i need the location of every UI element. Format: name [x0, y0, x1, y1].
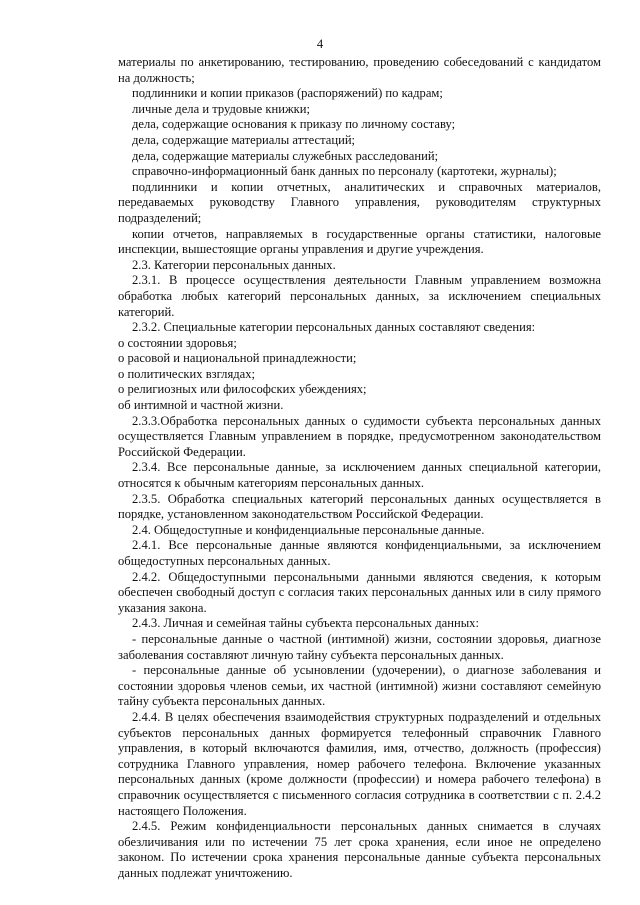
section-heading-2-4: 2.4. Общедоступные и конфиденциальные персональные данные.	[132, 522, 485, 537]
list-item-private-life: об интимной и частной жизни.	[118, 398, 284, 413]
list-item-health: о состоянии здоровья;	[118, 335, 237, 350]
paragraph-reports-to-management: подлинники и копии отчетных, аналитических и справочных материалов, передаваемых руководству Главного управления, руководителям структурных подразделений;	[118, 179, 601, 225]
list-item-religious-beliefs: о религиозных или философских убеждениях;	[118, 382, 367, 397]
paragraph-2-3-5: 2.3.5. Обработка специальных категорий персональных данных осуществляется в порядке, установленном законодательством Российской Федерации.	[118, 491, 601, 522]
list-item-political-views: о политических взглядах;	[118, 366, 256, 381]
paragraph-attestation-files: дела, содержащие материалы аттестаций;	[132, 132, 356, 147]
paragraph-2-3-1: 2.3.1. В процессе осуществления деятельности Главным управлением возможна обработка любых категорий персональных данных, за исключением специальных категорий.	[118, 273, 601, 319]
paragraph-2-4-5: 2.4.5. Режим конфиденциальности персональных данных снимается в случаях обезличивания или по истечении 75 лет срока хранения, если иное не определено законом. По истечении срока хранения персональные данные субъекта персональных данных подлежат уничтожению.	[118, 819, 601, 880]
page-number: 4	[316, 37, 324, 51]
document-body	[118, 55, 601, 881]
paragraph-2-3-2: 2.3.2. Специальные категории персональных данных составляют сведения:	[132, 320, 536, 335]
list-item-race-nationality: о расовой и национальной принадлежности;	[118, 351, 357, 366]
paragraph-orders: подлинники и копии приказов (распоряжений) по кадрам;	[132, 86, 443, 101]
paragraph-staff-order-files: дела, содержащие основания к приказу по личному составу;	[132, 117, 456, 132]
paragraph-reports-to-state-bodies: копии отчетов, направляемых в государственные органы статистики, налоговые инспекции, вышестоящие органы управления и другие учреждения.	[118, 226, 601, 257]
paragraph-2-3-3: 2.3.3.Обработка персональных данных о судимости субъекта персональных данных осуществляется Главным управлением в порядке, предусмотренном законодательством Российской Федерации.	[118, 413, 601, 459]
paragraph-family-secret: - персональные данные об усыновлении (удочерении), о диагнозе заболевания и состоянии здоровья членов семьи, их частной (интимной) жизни составляют семейную тайну субъекта персональных данных.	[118, 663, 601, 709]
paragraph-personal-secret: - персональные данные о частной (интимной) жизни, состоянии здоровья, диагнозе заболевания составляют личную тайну субъекта персональных данных.	[118, 631, 601, 662]
paragraph-2-4-4: 2.4.4. В целях обеспечения взаимодействия структурных подразделений и отдельных субъектов персональных данных формируется телефонный справочник Главного управления, в который включаются фамилия, имя, отчество, должность (профессия) сотрудника Главного управления, номер рабочего телефона. Включение указанных персональных данных (кроме должности (профессии) и номера рабочего телефона) в справочник осуществляется с письменного согласия сотрудника в соответствии с п. 2.4.2 настоящего Положения.	[118, 709, 601, 818]
section-heading-2-3: 2.3. Категории персональных данных.	[132, 257, 336, 272]
paragraph-2-4-3: 2.4.3. Личная и семейная тайны субъекта персональных данных:	[132, 616, 479, 631]
paragraph-personal-files: личные дела и трудовые книжки;	[132, 101, 311, 116]
paragraph-2-4-1: 2.4.1. Все персональные данные являются конфиденциальными, за исключением общедоступных персональных данных.	[118, 538, 601, 568]
paragraph-investigation-files: дела, содержащие материалы служебных расследований;	[132, 148, 439, 163]
paragraph-reference-databank: справочно-информационный банк данных по персоналу (картотеки, журналы);	[132, 164, 557, 179]
paragraph-2-4-2: 2.4.2. Общедоступными персональными данными являются сведения, к которым обеспечен свободный доступ с согласия таких персональных данных или в силу прямого указания закона.	[118, 569, 601, 615]
paragraph-2-3-4: 2.3.4. Все персональные данные, за исключением данных специальной категории, относятся к обычным категориям персональных данных.	[118, 460, 601, 491]
paragraph-questionnaire-materials: материалы по анкетированию, тестированию, проведению собеседований с кандидатом на должность;	[118, 55, 601, 85]
